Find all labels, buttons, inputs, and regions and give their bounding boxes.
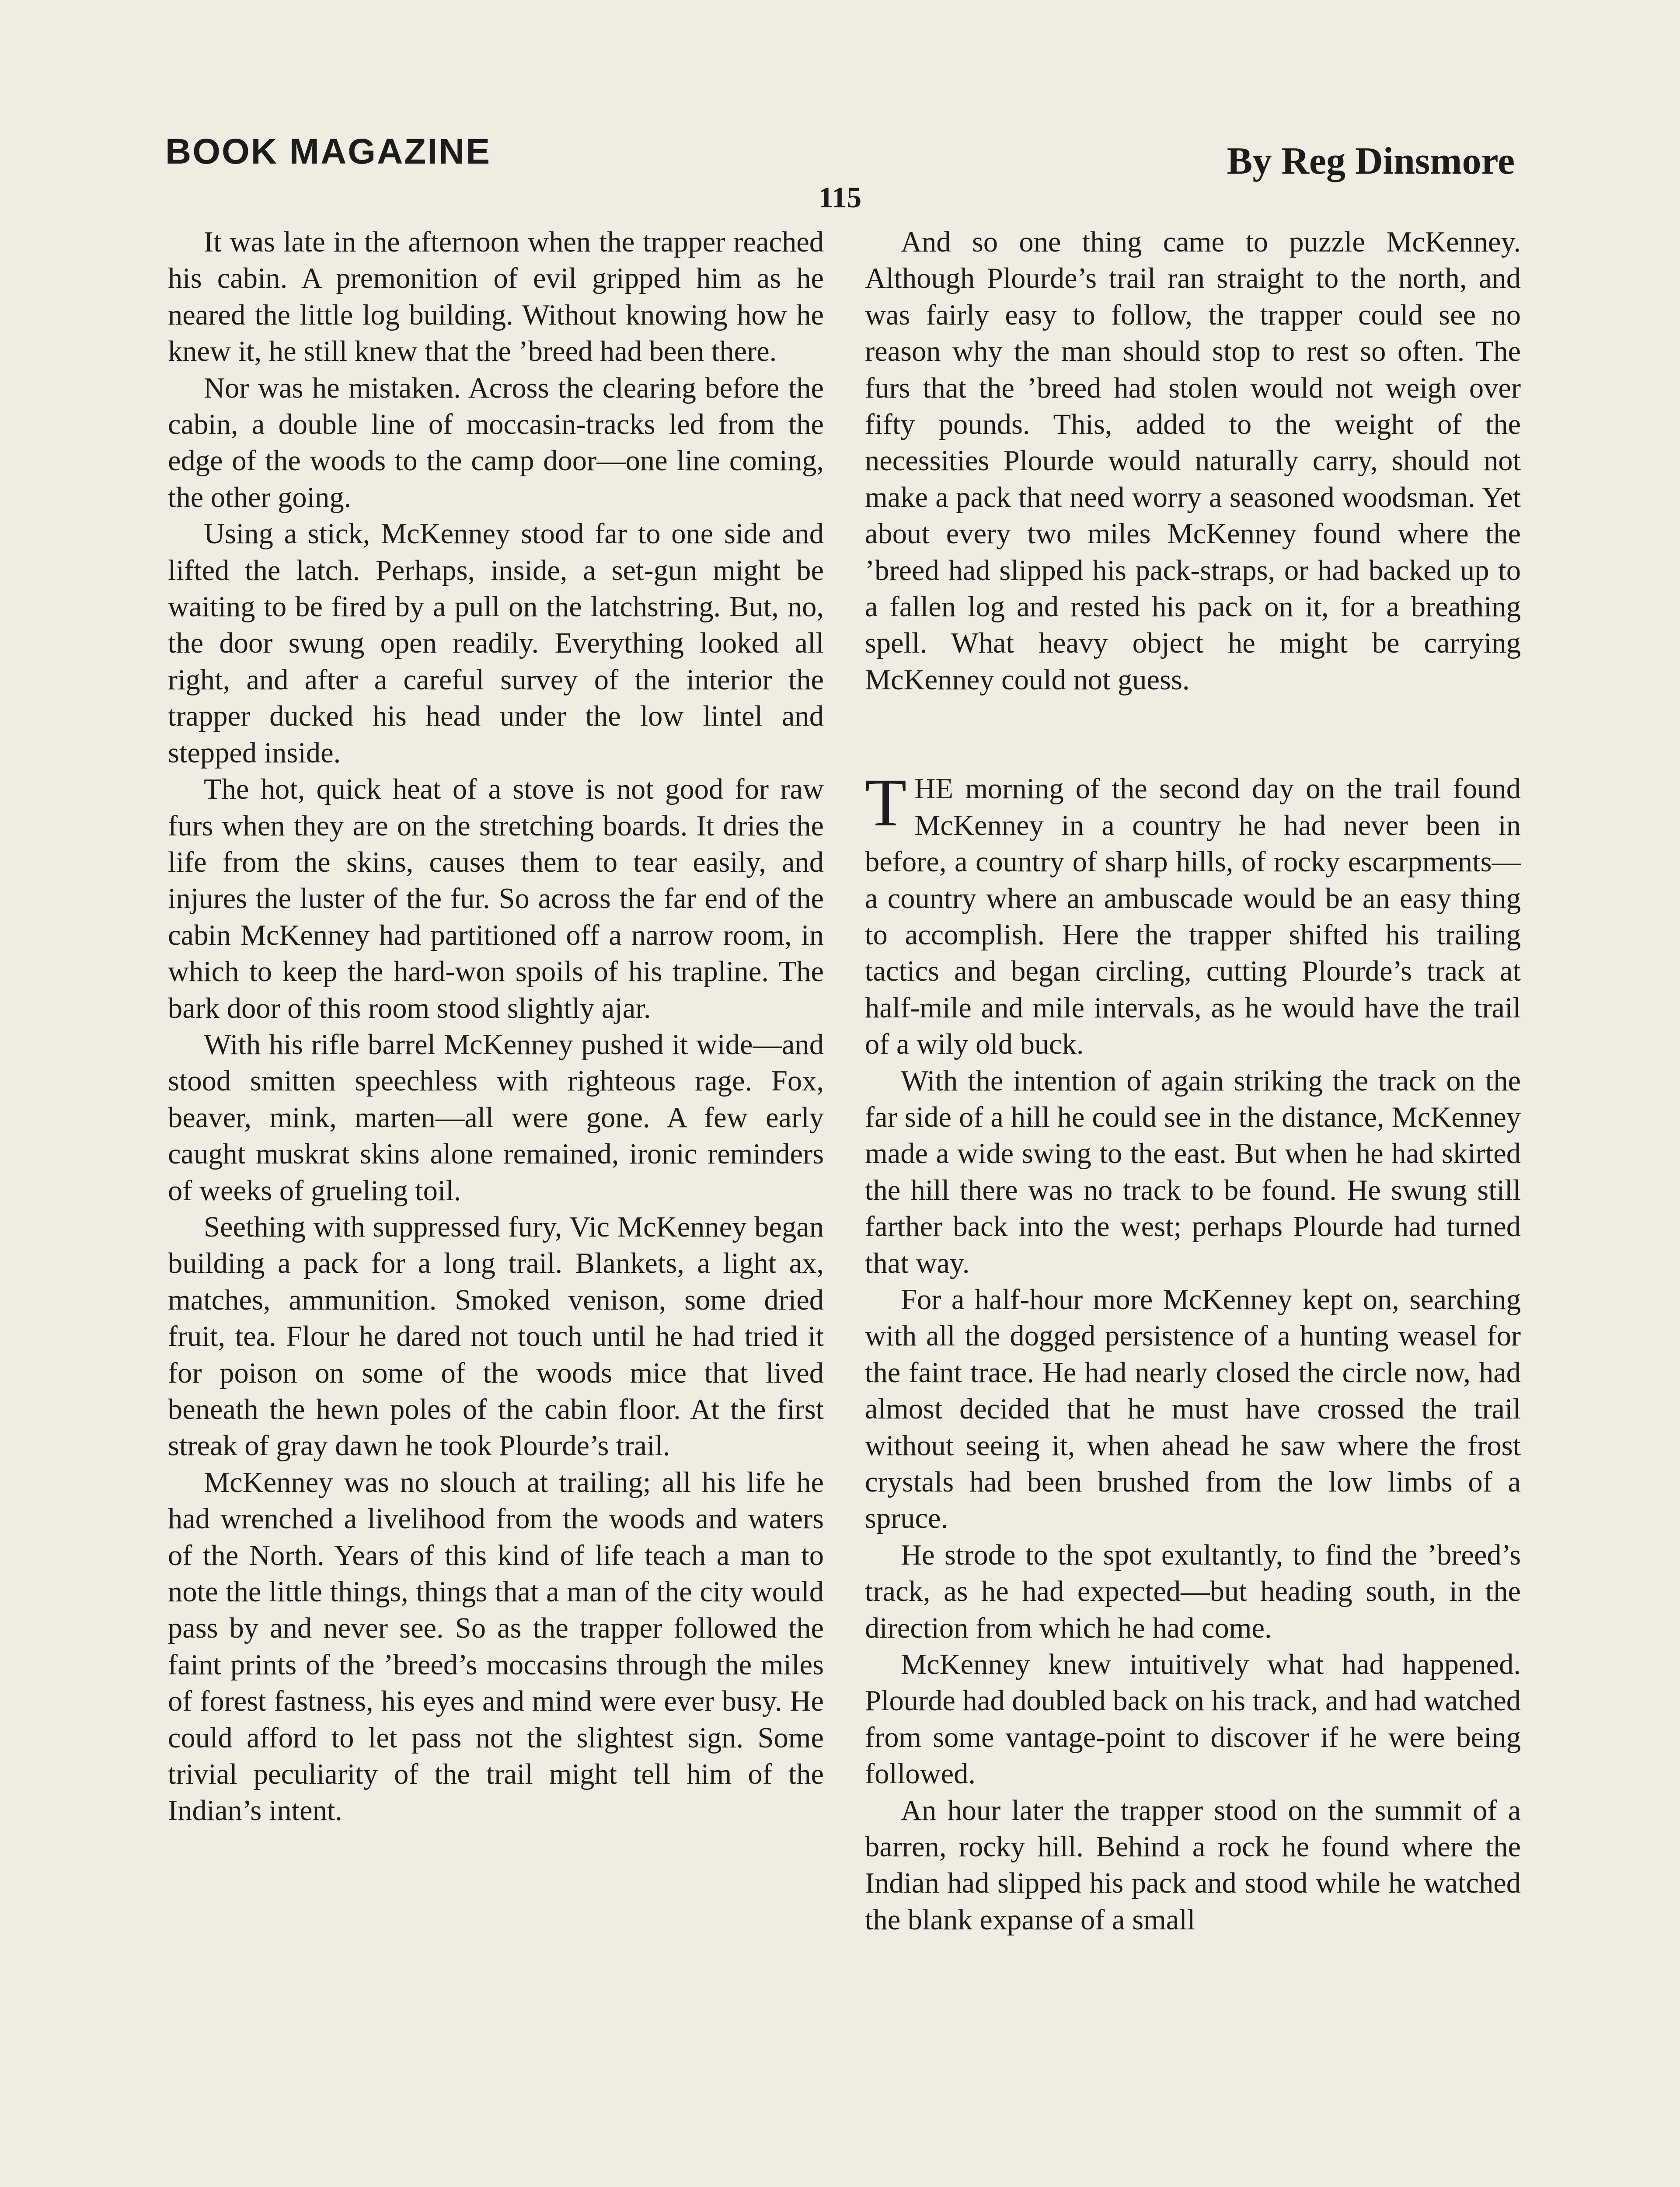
paragraph: McKenney was no slouch at trailing; all his life he had wrenched a livelihood from the woods and waters of the North. Years of this kind of life teach a man to note the little things, things that a man of the city would pass by and never see. So as the trapper followed the faint prints of the ’breed’s moccasins through the miles of forest fastness, his eyes and mind were ever busy. He could afford to let pass not the slightest sign. Some trivial peculiarity of the trail might tell him of the Indian’s intent. bbox=[168, 1466, 824, 1827]
paragraph: Using a stick, McKenney stood far to one side and lifted the latch. Perhaps, inside, a set-gun might be waiting to be fired by a pull on the latchstring. But, no, the door swung open readily. Everything looked all right, and after a careful survey of the interior the trapper ducked his head under the low lintel and stepped inside. bbox=[168, 518, 824, 769]
section-opening-paragraph bbox=[865, 765, 1521, 1062]
paragraph: With his rifle barrel McKenney pushed it wide—and stood smitten speechless with righteous rage. Fox, beaver, mink, marten—all were gone. A few early caught muskrat skins alone remained, ironic reminders of weeks of grueling toil. bbox=[168, 1028, 824, 1207]
magazine-title: BOOK MAGAZINE bbox=[165, 132, 491, 171]
section-break bbox=[865, 698, 1521, 771]
paragraph: Seething with suppressed fury, Vic McKenney began building a pack for a long trail. Blankets, a light ax, matches, ammunition. Smoked venison, some dried fruit, tea. Flour he dared not touch until he had tried it for poison on some of the woods mice that lived beneath the hewn poles of the cabin floor. At the first streak of gray dawn he took Plourde’s trail. bbox=[168, 1211, 824, 1462]
author-byline: By Reg Dinsmore bbox=[1227, 140, 1515, 182]
paragraph: It was late in the afternoon when the trapper reached his cabin. A premonition of evil gripped him as he neared the little log building. Without knowing how he knew it, he still knew that the ’breed had been there. bbox=[168, 226, 824, 368]
paragraph: He strode to the spot exultantly, to find the ’breed’s track, as he had expected—but heading south, in the direction from which he had come. bbox=[865, 1539, 1521, 1644]
paragraph: The hot, quick heat of a stove is not good for raw furs when they are on the stretching boards. It dries the life from the skins, causes them to tear easily, and injures the luster of the fur. So across the far end of the cabin McKenney had partitioned off a narrow room, in which to keep the hard-won spoils of his trapline. The bark door of this room stood slightly ajar. bbox=[168, 773, 824, 1024]
paragraph: And so one thing came to puzzle McKenney. Although Plourde’s trail ran straight to the north, and was fairly easy to follow, the trapper could see no reason why the man should stop to rest so often. The furs that the ’breed had stolen would not weigh over fifty pounds. This, added to the weight of the necessities Plourde would naturally carry, should not make a pack that need worry a seasoned woodsman. Yet about every two miles McKenney found where the ’breed had slipped his pack-straps, or had backed up to a fallen log and rested his pack on it, for a breathing spell. What heavy object he might be carrying McKenney could not guess. bbox=[865, 226, 1521, 696]
opening-text: HE morning of the second day on the trail found McKenney in a country he had never been in before, a country of sharp hills, of rocky escarpments—a country where an ambuscade would be an easy thing to accomplish. Here the trapper shifted his trailing tactics and began circling, cutting Plourde’s track at half-mile and mile intervals, as he would have the trail of a wily old buck. bbox=[865, 773, 1521, 1061]
paragraph: For a half-hour more McKenney kept on, searching with all the dogged persistence of a hunting weasel for the faint trace. He had nearly closed the circle now, had almost decided that he must have crossed the trail without seeing it, when ahead he saw where the frost crystals had been brushed from the low limbs of a spruce. bbox=[865, 1283, 1521, 1535]
drop-cap: T bbox=[865, 765, 907, 841]
page-number: 115 bbox=[818, 181, 862, 214]
paragraph: Nor was he mistaken. Across the clearing before the cabin, a double line of moccasin-tracks led from the edge of the woods to the camp door—one line coming, the other going. bbox=[168, 372, 824, 514]
paragraph: McKenney knew intuitively what had happened. Plourde had doubled back on his track, and had watched from some vantage-point to discover if he were being followed. bbox=[865, 1649, 1521, 1790]
left-column bbox=[168, 224, 824, 1829]
paragraph: With the intention of again striking the track on the far side of a hill he could see in the distance, McKenney made a wide swing to the east. But when he had skirted the hill there was no track to be found. He swung still farther back into the west; perhaps Plourde had turned that way. bbox=[865, 1065, 1521, 1279]
right-column bbox=[865, 224, 1521, 1938]
paragraph: An hour later the trapper stood on the summit of a barren, rocky hill. Behind a rock he found where the Indian had slipped his pack and stood while he watched the blank expanse of a small bbox=[865, 1794, 1521, 1936]
